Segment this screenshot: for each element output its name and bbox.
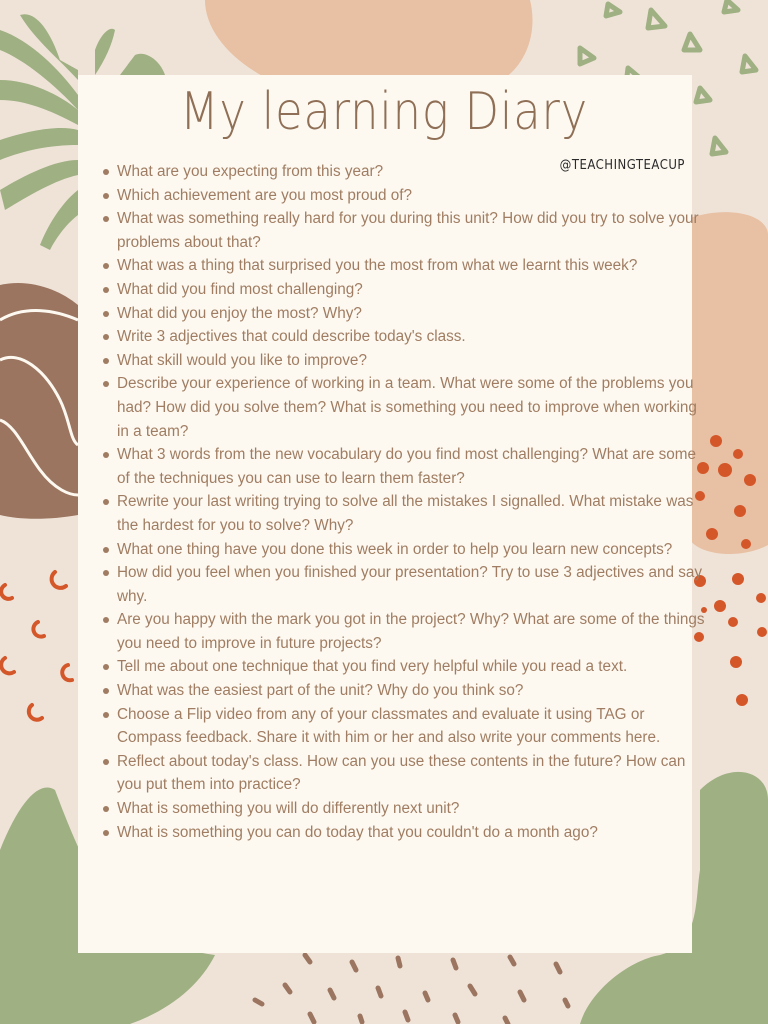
list-item: Choose a Flip video from any of your classmates and evaluate it using TAG or Compass feedback. Share it with him or her and also write your comments here. (117, 703, 707, 750)
list-item: What was something really hard for you during this unit? How did you try to solve your problems about that? (117, 207, 707, 254)
list-item: Rewrite your last writing trying to solve all the mistakes I signalled. What mistake was the hardest for you to solve? Why? (117, 490, 707, 537)
list-item: What 3 words from the new vocabulary do you find most challenging? What are some of the techniques you can use to learn them faster? (117, 443, 707, 490)
author-handle: @TEACHINGTEACUP (559, 158, 685, 173)
list-item: How did you feel when you finished your presentation? Try to use 3 adjectives and say why. (117, 561, 707, 608)
brown-striped-shape (0, 283, 78, 519)
list-item: Which achievement are you most proud of? (117, 184, 707, 208)
list-item: Write 3 adjectives that could describe today's class. (117, 325, 707, 349)
list-item: What skill would you like to improve? (117, 349, 707, 373)
list-item: Reflect about today's class. How can you use these contents in the future? How can you put them into practice? (117, 750, 707, 797)
list-item: Are you happy with the mark you got in the project? Why? What are some of the things you need to improve in future projects? (117, 608, 707, 655)
list-item: What are you expecting from this year? (117, 160, 707, 184)
arc-pattern (1, 572, 72, 720)
dash-pattern (255, 955, 568, 1024)
list-item: What did you find most challenging? (117, 278, 707, 302)
page-title: My learning Diary (179, 82, 589, 142)
question-list (97, 160, 707, 844)
list-item: What was the easiest part of the unit? Why do you think so? (117, 679, 707, 703)
list-item: What did you enjoy the most? Why? (117, 302, 707, 326)
list-item: What is something you can do today that you couldn't do a month ago? (117, 821, 707, 845)
list-item: What was a thing that surprised you the most from what we learnt this week? (117, 254, 707, 278)
list-item: What one thing have you done this week in order to help you learn new concepts? (117, 538, 707, 562)
list-item: Describe your experience of working in a team. What were some of the problems you had? How did you solve them? What is something you need to improve when working in a team? (117, 372, 707, 443)
list-item: What is something you will do differently next unit? (117, 797, 707, 821)
list-item: Tell me about one technique that you find very helpful while you read a text. (117, 655, 707, 679)
